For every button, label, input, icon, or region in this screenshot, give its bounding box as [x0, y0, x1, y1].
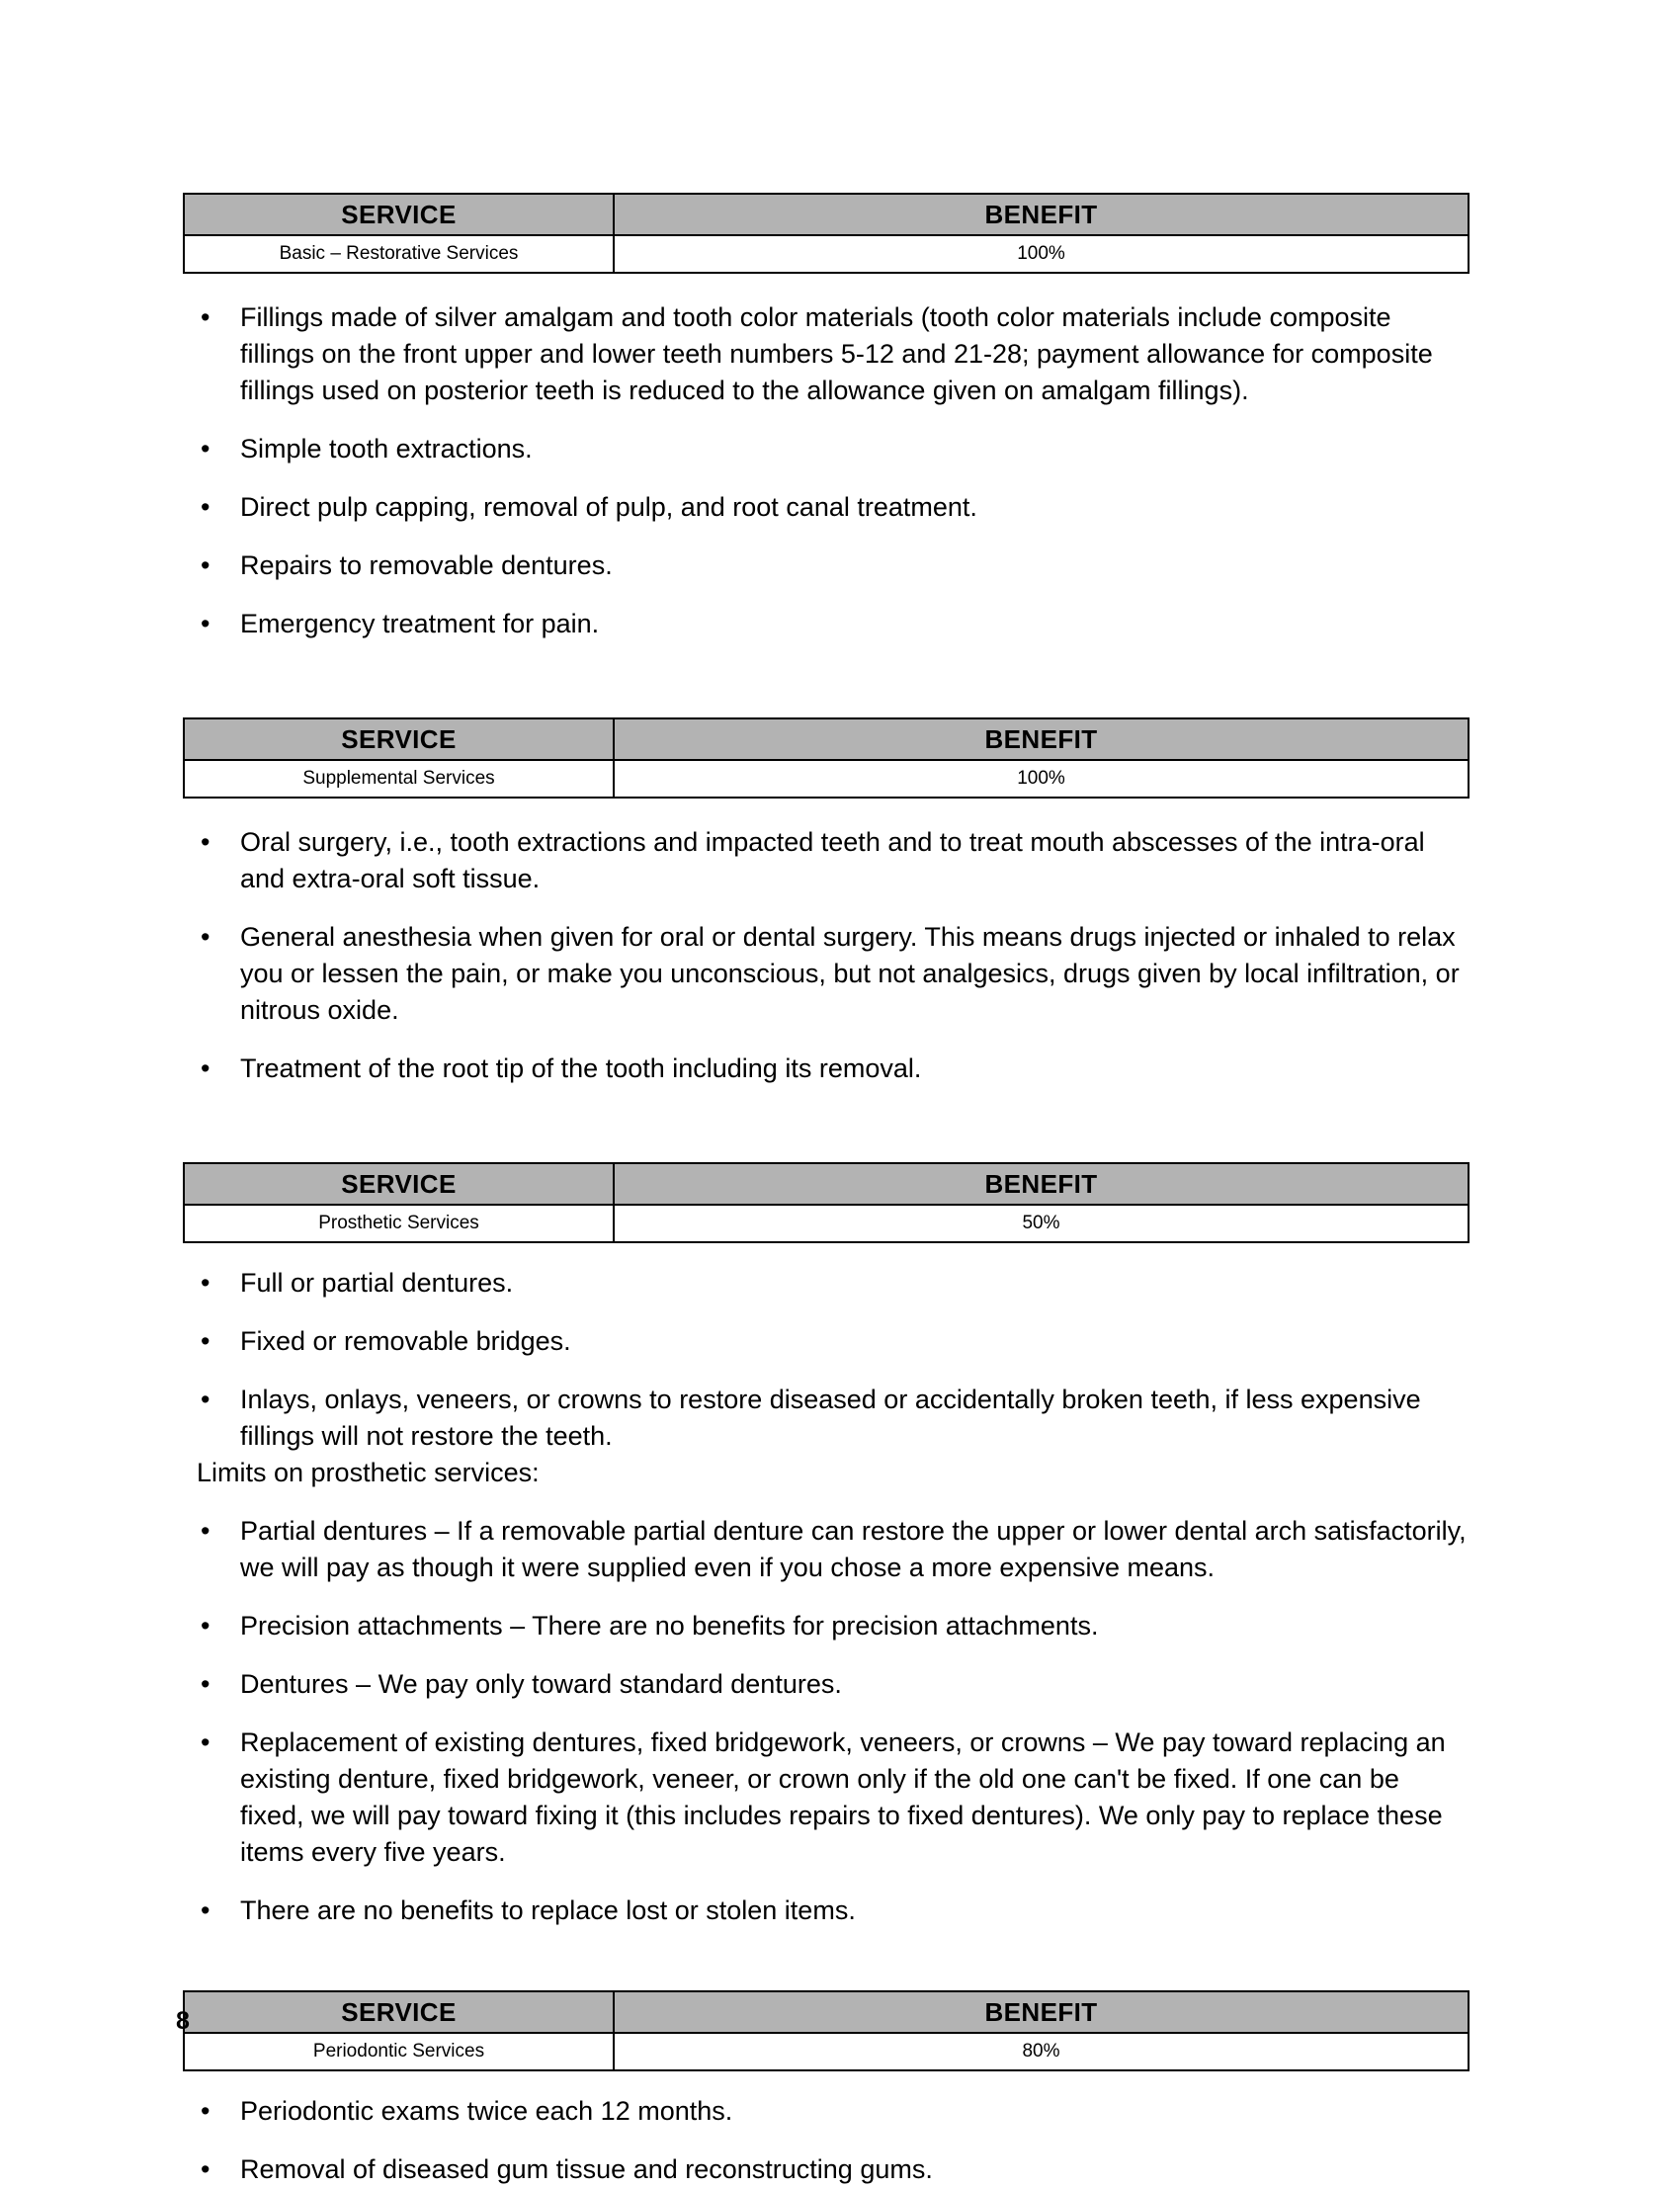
table-header-row: [184, 718, 1469, 760]
list-item-text: Direct pulp capping, removal of pulp, and root canal treatment.: [240, 492, 977, 522]
list-item: [183, 1265, 1468, 1302]
limits-subheading: Limits on prosthetic services:: [197, 1458, 540, 1487]
table-row: [184, 760, 1469, 798]
bullet-list-supplemental: [183, 824, 1468, 1087]
bullet-icon: •: [201, 827, 210, 857]
table-header-row: [184, 1991, 1469, 2033]
column-header-benefit: BENEFIT: [614, 1163, 1469, 1205]
page-number: 8: [176, 2007, 190, 2035]
list-item-text: General anesthesia when given for oral or dental surgery. This means drugs injected or inhaled to relax you or lessen the pain, or make you unconscious, but not analgesics, drugs given by local infiltration, or nitrous oxide.: [240, 922, 1460, 1025]
list-item: [183, 1513, 1468, 1586]
list-item: [183, 2151, 1468, 2188]
bullet-icon: •: [201, 2154, 210, 2184]
list-item-text: Repairs to removable dentures.: [240, 550, 613, 580]
list-item-text: Precision attachments – There are no benefits for precision attachments.: [240, 1611, 1099, 1641]
bullet-icon: •: [201, 302, 210, 332]
list-item: [183, 1725, 1468, 1871]
list-item-text: Fillings made of silver amalgam and tooth color materials (tooth color materials include composite fillings on the front upper and lower teeth numbers 5-12 and 21-28; payment allowance for composite fillings used on posterior teeth is reduced to the allowance given on amalgam fillings).: [240, 302, 1433, 405]
table-row: [184, 235, 1469, 273]
bullet-icon: •: [201, 1727, 210, 1757]
bullet-icon: •: [201, 2096, 210, 2126]
column-header-service: SERVICE: [184, 194, 614, 235]
bullet-icon: •: [201, 1516, 210, 1546]
benefit-table-supplemental: [183, 717, 1470, 799]
column-header-benefit: BENEFIT: [614, 194, 1469, 235]
list-item: [183, 431, 1468, 467]
list-item-text: Dentures – We pay only toward standard dentures.: [240, 1669, 842, 1699]
bullet-icon: •: [201, 492, 210, 522]
benefit-table-periodontic: [183, 1990, 1470, 2071]
bullet-icon: •: [201, 1895, 210, 1925]
bullet-icon: •: [201, 1326, 210, 1356]
list-item: [183, 824, 1468, 897]
list-item-text: Partial dentures – If a removable partial denture can restore the upper or lower dental arch satisfactorily, we will pay as though it were supplied even if you chose a more expensive means.: [240, 1516, 1467, 1582]
benefit-value: 50%: [614, 1205, 1469, 1242]
list-item: [183, 1382, 1468, 1455]
list-item-text: Oral surgery, i.e., tooth extractions and impacted teeth and to treat mouth abscesses of the intra-oral and extra-oral soft tissue.: [240, 827, 1425, 893]
benefit-table-basic-restorative: [183, 193, 1470, 274]
list-item: [183, 1893, 1468, 1929]
bullet-icon: •: [201, 550, 210, 580]
column-header-service: SERVICE: [184, 718, 614, 760]
list-item: [183, 919, 1468, 1029]
list-item: [183, 1323, 1468, 1360]
list-item: [183, 547, 1468, 584]
bullet-list-prosthetic-limits: [183, 1513, 1468, 1929]
list-item: [183, 1608, 1468, 1644]
service-name: Supplemental Services: [184, 760, 614, 798]
bullet-icon: •: [201, 1385, 210, 1414]
list-item-text: Inlays, onlays, veneers, or crowns to restore diseased or accidentally broken teeth, if less expensive fillings will not restore the teeth.: [240, 1385, 1421, 1451]
benefit-value: 80%: [614, 2033, 1469, 2070]
column-header-service: SERVICE: [184, 1991, 614, 2033]
list-item: [183, 606, 1468, 642]
benefit-value: 100%: [614, 760, 1469, 798]
page-content: [183, 193, 1468, 2188]
benefit-value: 100%: [614, 235, 1469, 273]
column-header-benefit: BENEFIT: [614, 718, 1469, 760]
bullet-icon: •: [201, 1053, 210, 1083]
table-header-row: [184, 194, 1469, 235]
list-item-text: Periodontic exams twice each 12 months.: [240, 2096, 733, 2126]
list-item: [183, 2093, 1468, 2130]
table-row: [184, 1205, 1469, 1242]
bullet-icon: •: [201, 609, 210, 638]
section-spacer: [183, 1929, 1468, 1990]
table-header-row: [184, 1163, 1469, 1205]
bullet-icon: •: [201, 1611, 210, 1641]
list-item-text: Simple tooth extractions.: [240, 434, 533, 463]
list-item-text: Replacement of existing dentures, fixed bridgework, veneers, or crowns – We pay toward replacing an existing denture, fixed bridgework, veneer, or crown only if the old one can't be fixed. If one can be fixed, we will pay toward fixing it (this includes repairs to fixed dentures). We only pay to replace these items every five years.: [240, 1727, 1446, 1867]
table-row: [184, 2033, 1469, 2070]
column-header-benefit: BENEFIT: [614, 1991, 1469, 2033]
column-header-service: SERVICE: [184, 1163, 614, 1205]
bullet-icon: •: [201, 1268, 210, 1298]
section-spacer: [183, 1087, 1468, 1162]
benefit-table-prosthetic: [183, 1162, 1470, 1243]
bullet-icon: •: [201, 434, 210, 463]
bullet-icon: •: [201, 922, 210, 952]
list-item-text: There are no benefits to replace lost or stolen items.: [240, 1895, 856, 1925]
list-item: [183, 299, 1468, 409]
list-item-text: Emergency treatment for pain.: [240, 609, 600, 638]
bullet-list-prosthetic: [183, 1265, 1468, 1455]
list-item-text: Removal of diseased gum tissue and reconstructing gums.: [240, 2154, 933, 2184]
list-item: [183, 489, 1468, 526]
list-item-text: Fixed or removable bridges.: [240, 1326, 571, 1356]
list-item: [183, 1666, 1468, 1703]
list-item: [183, 1051, 1468, 1087]
service-name: Prosthetic Services: [184, 1205, 614, 1242]
service-name: Periodontic Services: [184, 2033, 614, 2070]
bullet-icon: •: [201, 1669, 210, 1699]
list-item-text: Full or partial dentures.: [240, 1268, 514, 1298]
service-name: Basic – Restorative Services: [184, 235, 614, 273]
section-spacer: [183, 642, 1468, 717]
list-item-text: Treatment of the root tip of the tooth including its removal.: [240, 1053, 922, 1083]
bullet-list-basic-restorative: [183, 299, 1468, 642]
